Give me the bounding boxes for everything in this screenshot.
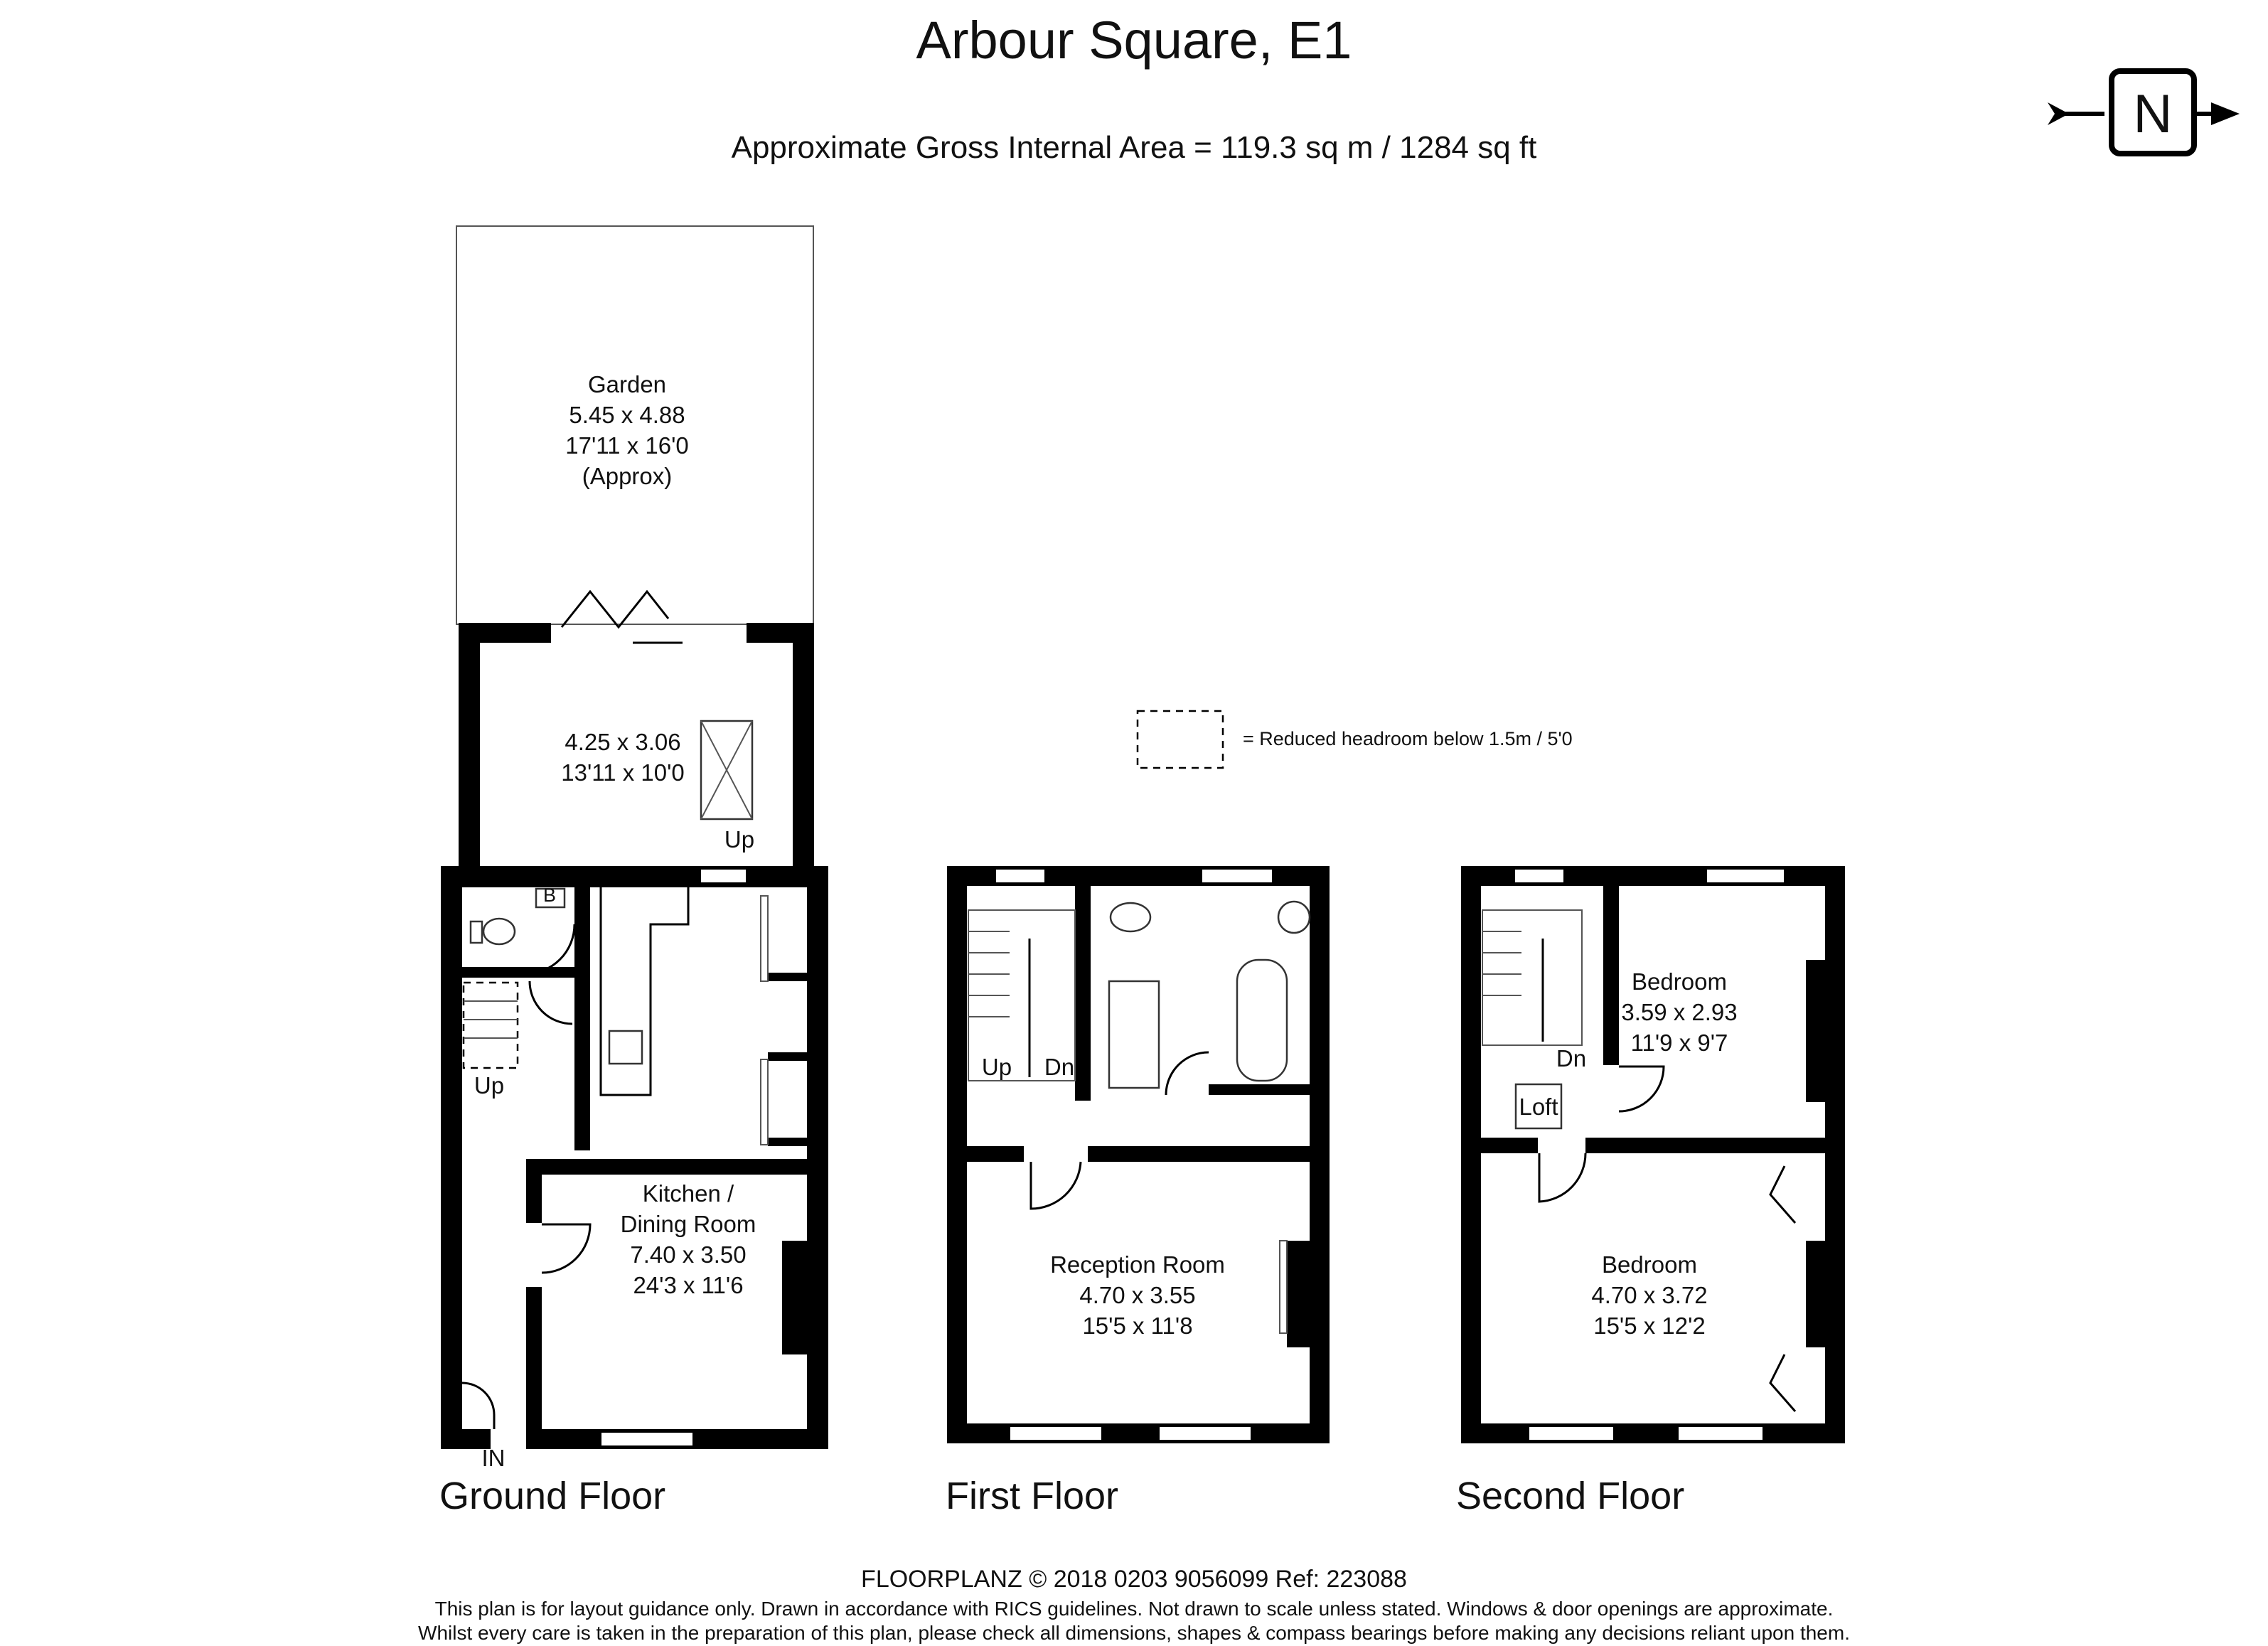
extension-imperial: 13'11 x 10'0 xyxy=(561,759,685,786)
kitchen-metric: 7.40 x 3.50 xyxy=(630,1241,747,1268)
loft-label: Loft xyxy=(1519,1094,1558,1120)
extension-metric: 4.25 x 3.06 xyxy=(565,729,681,755)
gross-area-subtitle: Approximate Gross Internal Area = 119.3 sq m / 1284 sq ft xyxy=(731,130,1537,165)
extension-up-label: Up xyxy=(724,826,755,853)
boiler-label: B xyxy=(542,885,557,906)
bedroom-front-name: Bedroom xyxy=(1602,1251,1697,1278)
bedroom-front-metric: 4.70 x 3.72 xyxy=(1591,1282,1708,1308)
plan-title: Arbour Square, E1 xyxy=(916,11,1352,70)
kitchen-name-line1: Kitchen / xyxy=(642,1180,734,1207)
first-floor-title: First Floor xyxy=(946,1475,1118,1517)
garden-note: (Approx) xyxy=(582,463,673,489)
kitchen-name-line2: Dining Room xyxy=(620,1211,756,1237)
reduced-headroom-legend: = Reduced headroom below 1.5m / 5'0 xyxy=(1243,728,1573,749)
first-floor-down-label: Dn xyxy=(1044,1054,1075,1080)
reception-imperial: 15'5 x 11'8 xyxy=(1082,1313,1193,1339)
stairs-up-label: Up xyxy=(474,1072,505,1099)
disclaimer-line-1: This plan is for layout guidance only. Drawn in accordance with RICS guidelines. Not drawn to scale unless stated. Windows & door openings are approximate. xyxy=(434,1598,1834,1620)
compass-icon xyxy=(2048,71,2240,154)
first-floor-up-label: Up xyxy=(981,1054,1012,1080)
second-floor-down-label: Dn xyxy=(1556,1045,1587,1071)
bedroom-front-imperial: 15'5 x 12'2 xyxy=(1593,1313,1706,1339)
bedroom-rear-metric: 3.59 x 2.93 xyxy=(1621,999,1738,1025)
garden-metric: 5.45 x 4.88 xyxy=(569,402,685,428)
company-credit: FLOORPLANZ © 2018 0203 9056099 Ref: 223088 xyxy=(861,1566,1407,1593)
second-floor-plan xyxy=(1461,866,1845,1443)
disclaimer-line-2: Whilst every care is taken in the preparation of this plan, please check all dimensions, shapes & compass bearings before making any decisions reliant upon them. xyxy=(418,1622,1850,1644)
bedroom-rear-imperial: 11'9 x 9'7 xyxy=(1630,1030,1728,1056)
ground-floor-title: Ground Floor xyxy=(439,1475,666,1517)
kitchen-imperial: 24'3 x 11'6 xyxy=(633,1272,744,1298)
reception-name: Reception Room xyxy=(1050,1251,1225,1278)
garden-name: Garden xyxy=(587,371,667,397)
bedroom-rear-name: Bedroom xyxy=(1632,968,1727,995)
garden-imperial: 17'11 x 16'0 xyxy=(565,432,689,459)
entrance-label: IN xyxy=(481,1445,506,1471)
reception-metric: 4.70 x 3.55 xyxy=(1079,1282,1196,1308)
compass-letter: N xyxy=(2133,84,2173,144)
second-floor-title: Second Floor xyxy=(1456,1475,1685,1517)
first-floor-plan xyxy=(947,866,1330,1443)
reduced-headroom-swatch xyxy=(1138,711,1223,768)
